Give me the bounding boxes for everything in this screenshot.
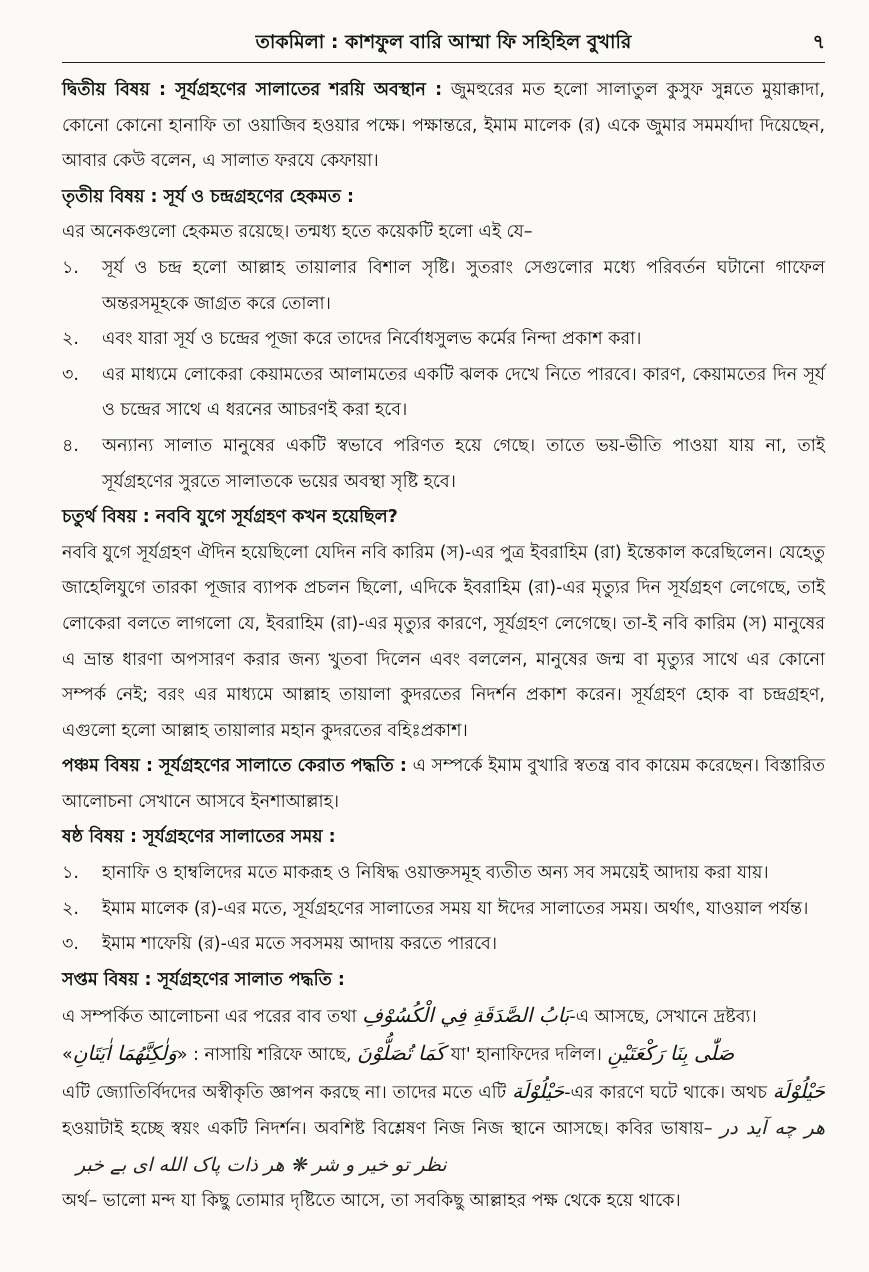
section-7-p3-text-a: এটি জ্যোতির্বিদদের অস্বীকৃতি জ্ঞাপন করছে না। তাদের মতে এটি (62, 1082, 507, 1103)
section-7-p3-text-c: হওয়াটাই হচ্ছে স্বয়ং একটি নিদর্শন। অবশিষ্ট বিশ্লেষণ নিজ নিজ স্থানে আসছে। কবির ভাষায়– (62, 1119, 713, 1140)
section-7-p1-text-b: -এ আসছে, সেখানে দ্রষ্টব্য। (569, 1007, 757, 1028)
quote-close: » (176, 1045, 188, 1066)
section-5-text: এ সম্পর্কে ইমাম বুখারি স্বতন্ত্র বাব কায়েম করেছেন। বিস্তারিত আলোচনা সেখানে আসবে ইনশাআল্লাহ। (62, 756, 825, 812)
list-number: ৪. (62, 435, 79, 456)
list-text: ইমাম মালেক (র)-এর মতে, সূর্যগ্রহণের সালাতের সময় যা ঈদের সালাতের সময়। অর্থাৎ, যাওয়াল পর্যন্ত। (102, 898, 809, 919)
list-number: ২. (62, 898, 79, 919)
section-7-p2-text-b: যা' হানাফিদের দলিল। (450, 1045, 602, 1066)
quote-open: « (62, 1045, 73, 1066)
section-7-p2-text-a: : নাসায়ি শরিফে আছে, (193, 1045, 352, 1066)
section-5-heading: পঞ্চম বিষয় : সূর্যগ্রহণের সালাতে কেরাত পদ্ধতি : (62, 756, 407, 777)
list-text: এর মাধ্যমে লোকেরা কেয়ামতের আলামতের একটি ঝলক দেখে নিতে পারবে। কারণ, কেয়ামতের দিন সূর্য ও চন্দ্রের সাথে এ ধরনের আচরণই করা হবে। (102, 364, 825, 421)
list-number: ১. (62, 863, 79, 884)
list-item (62, 322, 825, 358)
section-7-paragraph-3 (62, 1074, 825, 1185)
arabic-phrase: وَلٰكِنَّهُمَا اٰيَتَانِ (72, 1041, 177, 1066)
list-item (62, 358, 825, 429)
section-2 (62, 73, 825, 180)
arabic-phrase: كَمَا تُصَلُّوْنَ (357, 1041, 446, 1066)
list-text: হানাফি ও হাম্বলিদের মতে মাকরূহ ও নিষিদ্ধ ওয়াক্তসমূহ ব্যতীত অন্য সব সময়েই আদায় করা যায়। (102, 863, 769, 884)
list-number: ৩. (62, 934, 79, 955)
section-4-heading: চতুর্থ বিষয় : নববি যুগে সূর্যগ্রহণ কখন হয়েছিল? (62, 507, 398, 528)
list-number: ২. (62, 329, 79, 350)
section-2-heading: দ্বিতীয় বিষয় : সূর্যগ্রহণের সালাতের শরয়ি অবস্থান : (62, 80, 443, 100)
section-3-intro: এর অনেকগুলো হেকমত রয়েছে। তন্মধ্য হতে কয়েকটি হলো এই যে– (62, 222, 533, 243)
arabic-phrase: حَيْلُوْلَة (772, 1078, 825, 1103)
list-item (62, 251, 825, 322)
arabic-phrase: صَلّٰى بِنَا رَكْعَتَيْنِ (607, 1041, 735, 1066)
section-7-paragraph-2 (62, 1036, 825, 1074)
section-2-text: জুমহুরের মত হলো সালাতুল কুসুফ সুন্নতে মুয়াক্কাদা, কোনো কোনো হানাফি তা ওয়াজিব হওয়ার পক্ষে। পক্ষান্তরে, ইমাম মালেক (র) একে জুমার সমমর্যাদা দিয়েছেন, আবার কেউ বলেন, এ সালাত ফরযে কেফায়া। (62, 80, 825, 172)
section-7-paragraph-1 (62, 998, 825, 1036)
list-item (62, 927, 825, 963)
page-number: ৭ (812, 31, 825, 53)
running-title: তাকমিলা : কাশফুল বারি আম্মা ফি সহিহিল বুখারি (255, 31, 632, 53)
list-text: এবং যারা সূর্য ও চন্দ্রের পূজা করে তাদের নির্বোধসুলভ কর্মের নিন্দা প্রকাশ করা। (102, 329, 642, 350)
section-7-p1-text-a: এ সম্পর্কিত আলোচনা এর পরের বাব তথা (62, 1007, 357, 1028)
section-5 (62, 749, 825, 820)
section-3-list (62, 251, 825, 500)
list-item (62, 429, 825, 500)
list-text: সূর্য ও চন্দ্র হলো আল্লাহ তায়ালার বিশাল সৃষ্টি। সুতরাং সেগুলোর মধ্যে পরিবর্তন ঘটানো গাফেল অন্তরসমূহকে জাগ্রত করে তোলা। (102, 257, 825, 314)
section-6-list (62, 856, 825, 963)
section-7-heading: সপ্তম বিষয় : সূর্যগ্রহণের সালাত পদ্ধতি : (62, 969, 345, 990)
list-number: ৩. (62, 364, 79, 385)
section-7-p3-text-b: -এর কারণে ঘটে থাকে। অথচ (564, 1082, 767, 1103)
arabic-phrase: حَيْلُوْلَة (512, 1078, 565, 1103)
page-body (62, 73, 825, 1220)
section-4-text: নববি যুগে সূর্যগ্রহণ ঐদিন হয়েছিলো যেদিন নবি কারিম (স)-এর পুত্র ইবরাহিম (রা) ইন্তেকাল করেছিলেন। যেহেতু জাহেলিযুগে তারকা পূজার ব্যাপক প্রচলন ছিলো, এদিকে ইবরাহিম (রা)-এর মৃত্যুর দিন সূর্যগ্রহণ লেগেছে, তাই লোকেরা বলতে লাগলো যে, ইবরাহিম (রা)-এর মৃত্যুর কারণে, সূর্যগ্রহণ লেগেছে। তা-ই নবি কারিম (স) মানুষের এ ভ্রান্ত ধারণা অপসারণ করার জন্য খুতবা দিলেন এবং বললেন, মানুষের জন্ম বা মৃত্যুর সাথে এর কোনো সম্পর্ক নেই; বরং এর মাধ্যমে আল্লাহ তায়ালা কুদরতের নিদর্শন প্রকাশ করেন। সূর্যগ্রহণ হোক বা চন্দ্রগ্রহণ, এগুলো হলো আল্লাহ তায়ালার মহান কুদরতের বহিঃপ্রকাশ। (62, 542, 825, 741)
list-item (62, 892, 825, 928)
list-number: ১. (62, 257, 79, 278)
list-text: অন্যান্য সালাত মানুষের একটি স্বভাবে পরিণত হয়ে গেছে। তাতে ভয়-ভীতি পাওয়া যায় না, তাই সূর্যগ্রহণের সুরতে সালাতকে ভয়ের অবস্থা সৃষ্টি হবে। (102, 435, 825, 492)
section-3-heading: তৃতীয় বিষয় : সূর্য ও চন্দ্রগ্রহণের হেকমত : (62, 186, 354, 207)
page-header (62, 0, 825, 63)
list-item (62, 856, 825, 892)
arabic-phrase: بَابُ الصَّدَقَةِ فِي الْكُسُوْفِ (362, 1003, 570, 1028)
section-7-paragraph-4: অর্থ– ভালো মন্দ যা কিছু তোমার দৃষ্টিতে আসে, তা সবকিছু আল্লাহর পক্ষ থেকে হয়ে থাকে। (62, 1191, 681, 1212)
section-6-heading: ষষ্ঠ বিষয় : সূর্যগ্রহণের সালাতের সময় : (62, 827, 336, 848)
list-text: ইমাম শাফেয়ি (র)-এর মতে সবসময় আদায় করতে পারবে। (102, 934, 498, 955)
persian-verse: هر چه آيد در نظر تو خير و شر ❋ هر ذات پاک الله اى بے خبر (76, 1117, 825, 1176)
